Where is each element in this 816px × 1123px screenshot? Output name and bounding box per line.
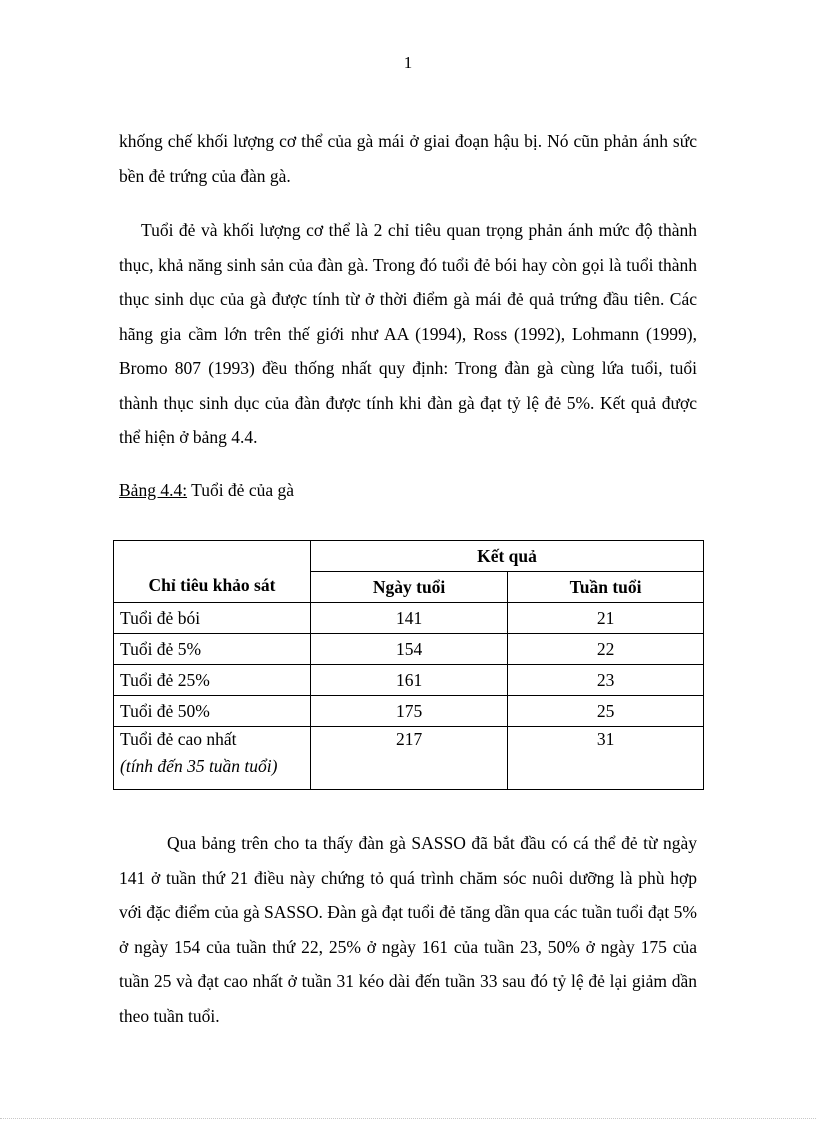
row-weeks: 21: [508, 603, 704, 634]
row-weeks: 31: [508, 727, 704, 790]
row-days: 217: [311, 727, 508, 790]
table-caption-text: Tuổi đẻ của gà: [187, 480, 295, 500]
row-label: Tuổi đẻ 5%: [114, 634, 311, 665]
row-weeks: 22: [508, 634, 704, 665]
table-caption: [119, 478, 294, 502]
row-label-cell: [114, 727, 311, 790]
header-weeks: Tuần tuổi: [508, 572, 704, 603]
row-note: (tính đến 35 tuần tuổi): [120, 756, 278, 776]
paragraph-analysis: Qua bảng trên cho ta thấy đàn gà SASSO đã bắt đầu có cá thể đẻ từ ngày 141 ở tuần thứ 21 điều này chứng tỏ quá trình chăm sóc nuôi dưỡng là phù hợp với đặc điểm của gà SASSO. Đàn gà đạt tuổi đẻ tăng dần qua các tuần tuổi đạt 5% ở ngày 154 của tuần thứ 22, 25% ở ngày 161 của tuần 23, 50% ở ngày 175 của tuần 25 và đạt cao nhất ở tuần 31 kéo dài đến tuần 33 sau đó tỷ lệ đẻ lại giảm dần theo tuần tuổi.: [119, 833, 697, 1026]
paragraph-intro: khống chế khối lượng cơ thể của gà mái ở giai đoạn hậu bị. Nó cũn phản ánh sức bền đẻ trứng của đàn gà.: [119, 131, 697, 186]
row-days: 154: [311, 634, 508, 665]
row-days: 161: [311, 665, 508, 696]
table-row: [114, 665, 704, 696]
paragraph-laying-age: Tuổi đẻ và khối lượng cơ thể là 2 chỉ tiêu quan trọng phản ánh mức độ thành thục, khả năng sinh sản của đàn gà. Trong đó tuổi đẻ bói hay còn gọi là tuổi thành thục sinh dục của gà được tính từ ở thời điểm gà mái đẻ quả trứng đầu tiên. Các hãng gia cầm lớn trên thế giới như AA (1994), Ross (1992), Lohmann (1999), Bromo 807 (1993) đều thống nhất quy định: Trong đàn gà cùng lứa tuổi, tuổi thành thục sinh dục của đàn được tính khi đàn gà đạt tỷ lệ đẻ 5%. Kết quả được thể hiện ở bảng 4.4.: [119, 220, 697, 447]
table-caption-label: Bảng 4.4:: [119, 480, 188, 500]
table-row: [114, 696, 704, 727]
laying-age-table: [113, 540, 704, 790]
row-weeks: 23: [508, 665, 704, 696]
footer-divider: [0, 1118, 816, 1119]
row-label: Tuổi đẻ bói: [114, 603, 311, 634]
row-label: Tuổi đẻ 50%: [114, 696, 311, 727]
table-row: [114, 727, 704, 790]
table-header-row: [114, 541, 704, 572]
table-row: [114, 634, 704, 665]
header-days: Ngày tuổi: [311, 572, 508, 603]
page-number: 1: [403, 53, 413, 72]
table-row: [114, 603, 704, 634]
header-criteria: Chỉ tiêu khảo sát: [114, 541, 311, 603]
row-days: 141: [311, 603, 508, 634]
row-label: Tuổi đẻ 25%: [114, 665, 311, 696]
row-weeks: 25: [508, 696, 704, 727]
header-result: Kết quả: [311, 541, 704, 572]
row-label: Tuổi đẻ cao nhất: [120, 729, 237, 749]
row-days: 175: [311, 696, 508, 727]
